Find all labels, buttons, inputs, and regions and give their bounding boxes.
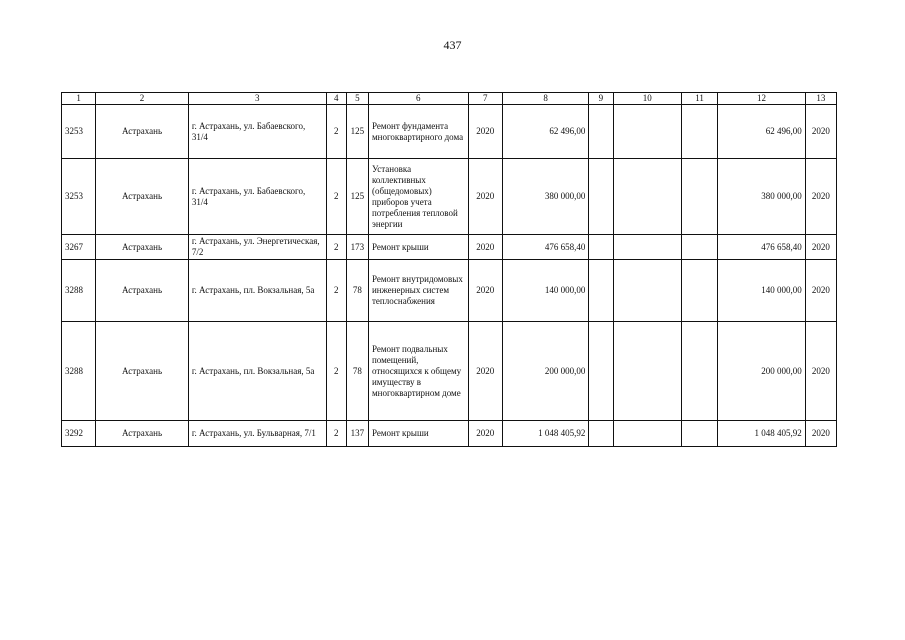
page-number: 437 [443, 38, 462, 52]
cell-col-10 [613, 322, 681, 421]
cell-id: 3288 [62, 322, 96, 421]
cell-floors: 2 [326, 260, 346, 322]
cell-apartments: 78 [346, 260, 368, 322]
cell-fund-amount: 476 658,40 [718, 235, 806, 260]
cell-apartments: 173 [346, 235, 368, 260]
header-cell: 6 [368, 93, 468, 105]
cell-fund-amount: 62 496,00 [718, 105, 806, 159]
table-row [62, 322, 837, 421]
header-cell: 7 [468, 93, 502, 105]
cell-completion-year: 2020 [805, 235, 836, 260]
cell-fund-amount: 380 000,00 [718, 159, 806, 235]
header-cell: 9 [589, 93, 613, 105]
cell-col-11 [681, 322, 717, 421]
cell-city: Астрахань [96, 159, 189, 235]
cell-work-type: Установка коллективных (общедомовых) приборов учета потребления тепловой энергии [368, 159, 468, 235]
cell-col-10 [613, 421, 681, 447]
cell-col-11 [681, 235, 717, 260]
cell-address: г. Астрахань, ул. Бабаевского, 31/4 [188, 159, 326, 235]
header-cell: 1 [62, 93, 96, 105]
cell-completion-year: 2020 [805, 322, 836, 421]
cell-year: 2020 [468, 322, 502, 421]
cell-col-11 [681, 105, 717, 159]
cell-address: г. Астрахань, пл. Вокзальная, 5а [188, 260, 326, 322]
cell-floors: 2 [326, 159, 346, 235]
cell-year: 2020 [468, 105, 502, 159]
cell-col-9 [589, 159, 613, 235]
cell-total-cost: 200 000,00 [502, 322, 589, 421]
cell-col-9 [589, 322, 613, 421]
table-row [62, 421, 837, 447]
cell-address: г. Астрахань, ул. Энергетическая, 7/2 [188, 235, 326, 260]
cell-floors: 2 [326, 235, 346, 260]
cell-city: Астрахань [96, 421, 189, 447]
cell-id: 3253 [62, 159, 96, 235]
cell-apartments: 125 [346, 105, 368, 159]
repair-register-table [61, 92, 837, 447]
header-row [62, 93, 837, 105]
cell-col-11 [681, 421, 717, 447]
header-cell: 5 [346, 93, 368, 105]
cell-fund-amount: 140 000,00 [718, 260, 806, 322]
header-cell: 4 [326, 93, 346, 105]
cell-col-10 [613, 105, 681, 159]
cell-col-9 [589, 105, 613, 159]
cell-col-9 [589, 235, 613, 260]
cell-fund-amount: 200 000,00 [718, 322, 806, 421]
cell-year: 2020 [468, 421, 502, 447]
cell-total-cost: 476 658,40 [502, 235, 589, 260]
cell-floors: 2 [326, 105, 346, 159]
cell-city: Астрахань [96, 322, 189, 421]
cell-total-cost: 62 496,00 [502, 105, 589, 159]
header-cell: 2 [96, 93, 189, 105]
cell-floors: 2 [326, 421, 346, 447]
cell-col-10 [613, 235, 681, 260]
cell-work-type: Ремонт подвальных помещений, относящихся к общему имуществу в многоквартирном доме [368, 322, 468, 421]
cell-id: 3253 [62, 105, 96, 159]
cell-completion-year: 2020 [805, 421, 836, 447]
header-cell: 12 [718, 93, 806, 105]
cell-year: 2020 [468, 235, 502, 260]
header-cell: 3 [188, 93, 326, 105]
cell-address: г. Астрахань, пл. Вокзальная, 5а [188, 322, 326, 421]
cell-apartments: 137 [346, 421, 368, 447]
table-row [62, 159, 837, 235]
cell-total-cost: 1 048 405,92 [502, 421, 589, 447]
cell-completion-year: 2020 [805, 159, 836, 235]
cell-total-cost: 380 000,00 [502, 159, 589, 235]
cell-work-type: Ремонт крыши [368, 421, 468, 447]
header-cell: 11 [681, 93, 717, 105]
cell-city: Астрахань [96, 260, 189, 322]
table-row [62, 260, 837, 322]
header-cell: 10 [613, 93, 681, 105]
cell-work-type: Ремонт крыши [368, 235, 468, 260]
table-row [62, 105, 837, 159]
cell-completion-year: 2020 [805, 260, 836, 322]
cell-col-9 [589, 421, 613, 447]
cell-col-11 [681, 260, 717, 322]
cell-work-type: Ремонт внутридомовых инженерных систем теплоснабжения [368, 260, 468, 322]
cell-total-cost: 140 000,00 [502, 260, 589, 322]
header-cell: 13 [805, 93, 836, 105]
cell-floors: 2 [326, 322, 346, 421]
cell-id: 3267 [62, 235, 96, 260]
cell-city: Астрахань [96, 235, 189, 260]
cell-year: 2020 [468, 260, 502, 322]
cell-address: г. Астрахань, ул. Бульварная, 7/1 [188, 421, 326, 447]
cell-address: г. Астрахань, ул. Бабаевского, 31/4 [188, 105, 326, 159]
header-cell: 8 [502, 93, 589, 105]
cell-col-10 [613, 260, 681, 322]
cell-work-type: Ремонт фундамента многоквартирного дома [368, 105, 468, 159]
cell-apartments: 78 [346, 322, 368, 421]
cell-col-9 [589, 260, 613, 322]
cell-col-11 [681, 159, 717, 235]
cell-year: 2020 [468, 159, 502, 235]
cell-completion-year: 2020 [805, 105, 836, 159]
cell-apartments: 125 [346, 159, 368, 235]
cell-id: 3288 [62, 260, 96, 322]
cell-city: Астрахань [96, 105, 189, 159]
cell-fund-amount: 1 048 405,92 [718, 421, 806, 447]
table-body [62, 93, 837, 447]
cell-col-10 [613, 159, 681, 235]
cell-id: 3292 [62, 421, 96, 447]
table-row [62, 235, 837, 260]
